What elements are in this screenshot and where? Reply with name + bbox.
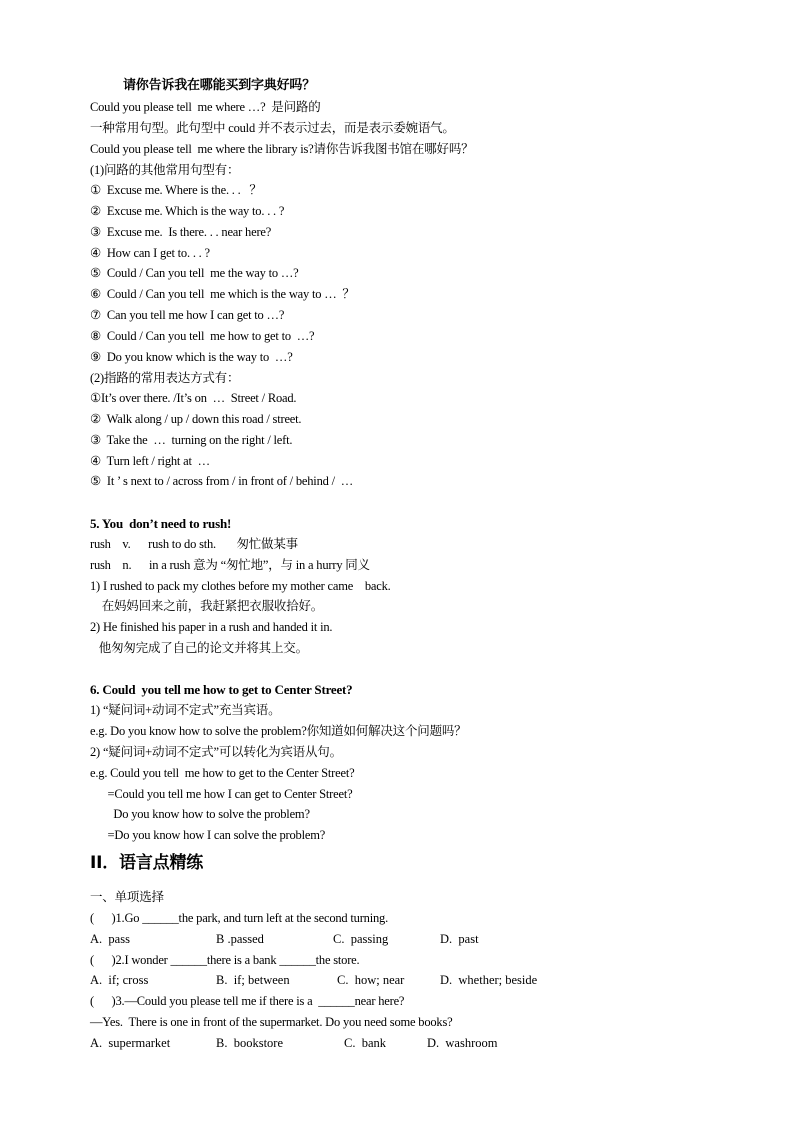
direction-item: ③ Take the … turning on the right / left. — [90, 433, 293, 447]
intro-line-1: Could you please tell me where …? 是问路的 — [90, 100, 321, 114]
asking-item: ⑤ Could / Can you tell me the way to …? — [90, 266, 299, 280]
section2-subheading: 一、单项选择 — [90, 890, 164, 904]
point6-rule-2-a: =Could you tell me how I can get to Center Street? — [90, 787, 353, 801]
asking-item: ⑨ Do you know which is the way to …? — [90, 350, 293, 364]
point5-example-2: 2) He finished his paper in a rush and handed it in. — [90, 620, 333, 634]
asking-item: ⑦ Can you tell me how I can get to …? — [90, 308, 285, 322]
point5-example-2-cn: 他匆匆完成了自己的论文并将其上交。 — [90, 641, 308, 655]
direction-item: ⑤ It ’ s next to / across from / in front of / behind / … — [90, 474, 354, 488]
asking-item: ⑥ Could / Can you tell me which is the way to … ？ — [90, 287, 355, 301]
q3-option-d: D. washroom — [427, 1036, 498, 1050]
q3-option-a: A. supermarket — [90, 1036, 171, 1050]
point5-verb: rush v. rush to do sth. 匆忙做某事 — [90, 537, 298, 551]
q2-option-d: D. whether; beside — [440, 973, 538, 987]
point6-rule-1-example: e.g. Do you know how to solve the problem?你知道如何解决这个问题吗？ — [90, 724, 467, 738]
intro-line-5: (2)指路的常用表达方式有： — [90, 371, 240, 385]
q1-option-d: D. past — [440, 932, 479, 946]
point6-rule-2-c: =Do you know how I can solve the problem? — [90, 828, 326, 842]
question-1: ( )1.Go ______the park, and turn left at the second turning. — [90, 911, 389, 925]
point5-example-1-cn: 在妈妈回来之前，我赶紧把衣服收拾好。 — [90, 599, 324, 613]
direction-item: ② Walk along / up / down this road / street. — [90, 412, 302, 426]
intro-title: 请你告诉我在哪能买到字典好吗？ — [123, 78, 316, 93]
q1-option-b: B .passed — [216, 932, 264, 946]
point6-rule-1: 1) “疑问词+动词不定式”充当宾语。 — [90, 703, 281, 717]
point5-noun: rush n. in a rush 意为 “匆忙地”，与 in a hurry 同义 — [90, 558, 370, 572]
intro-line-3: Could you please tell me where the library is?请你告诉我图书馆在哪好吗？ — [90, 142, 474, 156]
direction-item: ①It’s over there. /It’s on … Street / Road. — [90, 391, 297, 405]
q2-option-a: A. if; cross — [90, 973, 149, 987]
q3-option-b: B. bookstore — [216, 1036, 284, 1050]
asking-item: ④ How can I get to. . . ? — [90, 246, 210, 260]
point6-rule-2-b: Do you know how to solve the problem? — [90, 807, 310, 821]
question-3: ( )3.—Could you please tell me if there is a ______near here? — [90, 994, 405, 1008]
q3-option-c: C. bank — [344, 1036, 387, 1050]
asking-item: ⑧ Could / Can you tell me how to get to …? — [90, 329, 315, 343]
q1-option-a: A. pass — [90, 932, 130, 946]
point6-heading: 6. Could you tell me how to get to Center Street? — [90, 682, 353, 697]
section2-heading: II．语言点精练 — [90, 853, 204, 873]
point6-rule-2: 2) “疑问词+动词不定式”可以转化为宾语从句。 — [90, 745, 342, 759]
q1-option-c: C. passing — [333, 932, 389, 946]
direction-item: ④ Turn left / right at … — [90, 454, 210, 468]
point5-heading: 5. You don’t need to rush! — [90, 516, 232, 531]
point5-example-1: 1) I rushed to pack my clothes before my mother came back. — [90, 579, 391, 593]
point6-rule-2-example: e.g. Could you tell me how to get to the Center Street? — [90, 766, 355, 780]
asking-item: ③ Excuse me. Is there. . . near here? — [90, 225, 272, 239]
q2-option-b: B. if; between — [216, 973, 290, 987]
asking-item: ② Excuse me. Which is the way to. . . ? — [90, 204, 285, 218]
question-3-response: —Yes. There is one in front of the supermarket. Do you need some books? — [90, 1015, 453, 1029]
intro-line-2: 一种常用句型。此句型中 could 并不表示过去，而是表示委婉语气。 — [90, 121, 455, 135]
intro-line-4: (1)问路的其他常用句型有： — [90, 163, 240, 177]
q2-option-c: C. how; near — [337, 973, 405, 987]
question-2: ( )2.I wonder ______there is a bank ______the store. — [90, 953, 360, 967]
asking-item: ① Excuse me. Where is the. . . ？ — [90, 183, 262, 197]
